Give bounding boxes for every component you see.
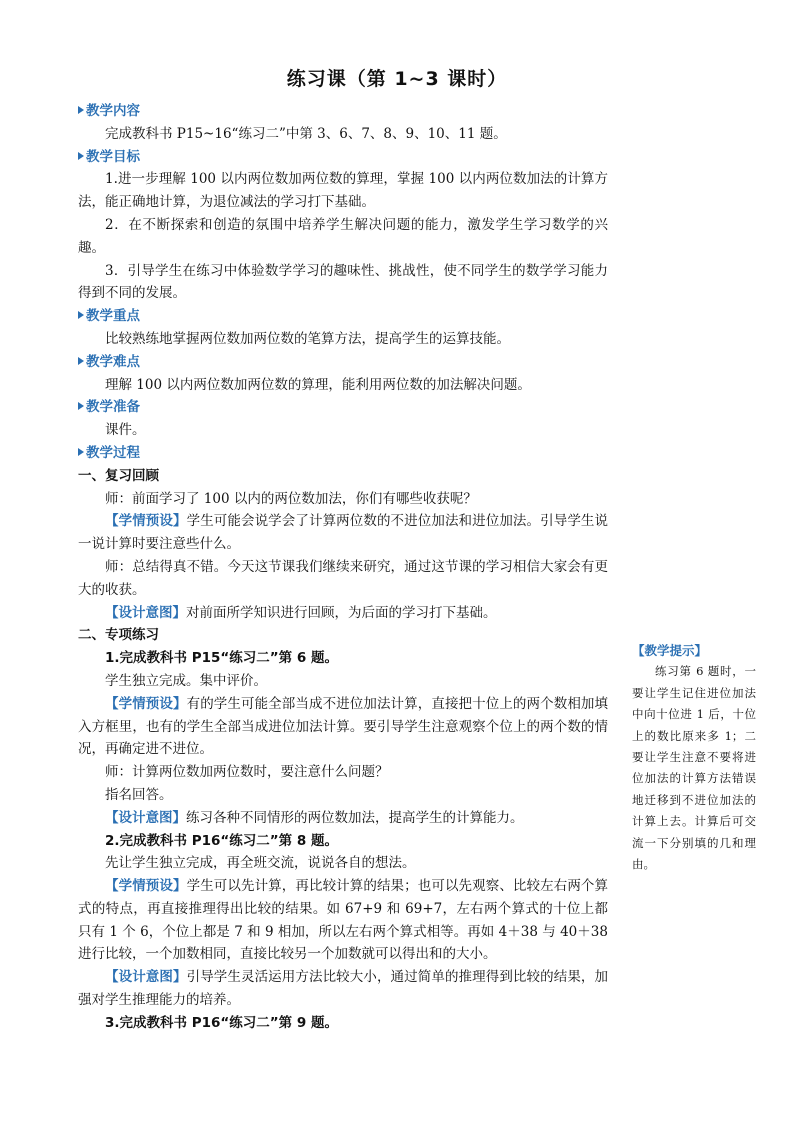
paragraph: 【学情预设】学生可以先计算，再比较计算的结果；也可以先观察、比较左右两个算式的特点，再直接推理得出比较的结果。如 67+9 和 69+7，左右两个算式的十位上都只有 1 个 6，个位上都是 7 和 9 相加，所以左右两个算式相等。再如 4＋38 与 40＋38 进行比较，一个加数相同，直接比较另一个加数就可以得出和的大小。 — [78, 878, 609, 963]
tag-label: 【学情预设】 — [105, 513, 187, 530]
exercise-heading: 1.完成教科书 P15“练习二”第 6 题。 — [105, 650, 338, 667]
section-heading-difficulty: 教学难点 — [78, 351, 608, 374]
tag-label: 【学情预设】 — [105, 695, 187, 712]
paragraph: 3．引导学生在练习中体验数学学习的趣味性、挑战性，使不同学生的数学学习能力得到不同的发展。 — [78, 262, 608, 302]
subsection-heading-review: 一、复习回顾 — [78, 467, 159, 484]
paragraph: 1.进一步理解 100 以内两位数加两位数的算理，掌握 100 以内两位数加法的计算方法，能正确地计算，为退位减法的学习打下基础。 — [78, 171, 608, 211]
triangle-bullet-icon — [78, 448, 84, 456]
paragraph: 学生独立完成。集中评价。 — [105, 672, 267, 689]
paragraph: 2．在不断探索和创造的氛围中培养学生解决问题的能力，激发学生学习数学的兴趣。 — [78, 216, 608, 256]
paragraph: 指名回答。 — [105, 786, 173, 803]
tag-label: 【设计意图】 — [105, 604, 186, 621]
triangle-bullet-icon — [78, 402, 84, 410]
triangle-bullet-icon — [78, 152, 84, 160]
section-heading-prep: 教学准备 — [78, 396, 608, 419]
section-heading-key: 教学重点 — [78, 305, 608, 328]
triangle-bullet-icon — [78, 311, 84, 319]
paragraph: 师：前面学习了 100 以内的两位数加法，你们有哪些收获呢？ — [105, 490, 477, 507]
tag-label: 【学情预设】 — [105, 878, 187, 895]
subsection-heading-practice: 二、专项练习 — [78, 627, 159, 644]
sidebar-title: 【教学提示】 — [632, 643, 708, 658]
tag-label: 【设计意图】 — [105, 809, 186, 826]
main-content — [78, 100, 608, 1035]
exercise-heading: 3.完成教科书 P16“练习二”第 9 题。 — [105, 1014, 338, 1031]
page-title: 练习课（第 1~3 课时） — [286, 68, 508, 90]
paragraph: 完成教科书 P15~16“练习二”中第 3、6、7、8、9、10、11 题。 — [105, 125, 507, 142]
section-heading-goals: 教学目标 — [78, 146, 608, 169]
paragraph: 【学情预设】有的学生可能全部当成不进位加法计算，直接把十位上的两个数相加填入方框里，也有的学生全部当成进位加法计算。要引导学生注意观察个位上的两个数的情况，再确定进不进位。 — [78, 695, 609, 758]
paragraph: 【设计意图】对前面所学知识进行回顾，为后面的学习打下基础。 — [105, 604, 497, 621]
paragraph: 先让学生独立完成，再全班交流，说说各自的想法。 — [105, 855, 416, 872]
paragraph: 课件。 — [105, 422, 146, 439]
section-heading-process: 教学过程 — [78, 442, 608, 465]
paragraph: 理解 100 以内两位数加两位数的算理，能利用两位数的加法解决问题。 — [105, 376, 531, 393]
paragraph: 师：计算两位数加两位数时，要注意什么问题？ — [105, 764, 389, 781]
section-heading-content: 教学内容 — [78, 100, 608, 123]
paragraph: 【设计意图】引导学生灵活运用方法比较大小，通过简单的推理得到比较的结果，加强对学生推理能力的培养。 — [78, 969, 609, 1009]
triangle-bullet-icon — [78, 106, 84, 114]
teaching-tip-sidebar — [632, 640, 756, 875]
paragraph: 比较熟练地掌握两位数加两位数的笔算方法，提高学生的运算技能。 — [105, 330, 510, 347]
sidebar-text: 练习第 6 题时，一要让学生记住进位加法中向十位进 1 后，十位上的数比原来多 1；二要让学生注意不要将进位加法的计算方法错误地迁移到不进位加法的计算上去。计算后可交流一下分别填的几和理由。 — [632, 664, 756, 872]
tag-label: 【设计意图】 — [105, 969, 187, 986]
paragraph: 师：总结得真不错。今天这节课我们继续来研究，通过这节课的学习相信大家会有更大的收获。 — [78, 558, 608, 598]
exercise-heading: 2.完成教科书 P16“练习二”第 8 题。 — [105, 832, 338, 849]
paragraph: 【学情预设】学生可能会说学会了计算两位数的不进位加法和进位加法。引导学生说一说计算时要注意些什么。 — [78, 513, 609, 553]
paragraph: 【设计意图】练习各种不同情形的两位数加法，提高学生的计算能力。 — [105, 809, 524, 826]
triangle-bullet-icon — [78, 357, 84, 365]
